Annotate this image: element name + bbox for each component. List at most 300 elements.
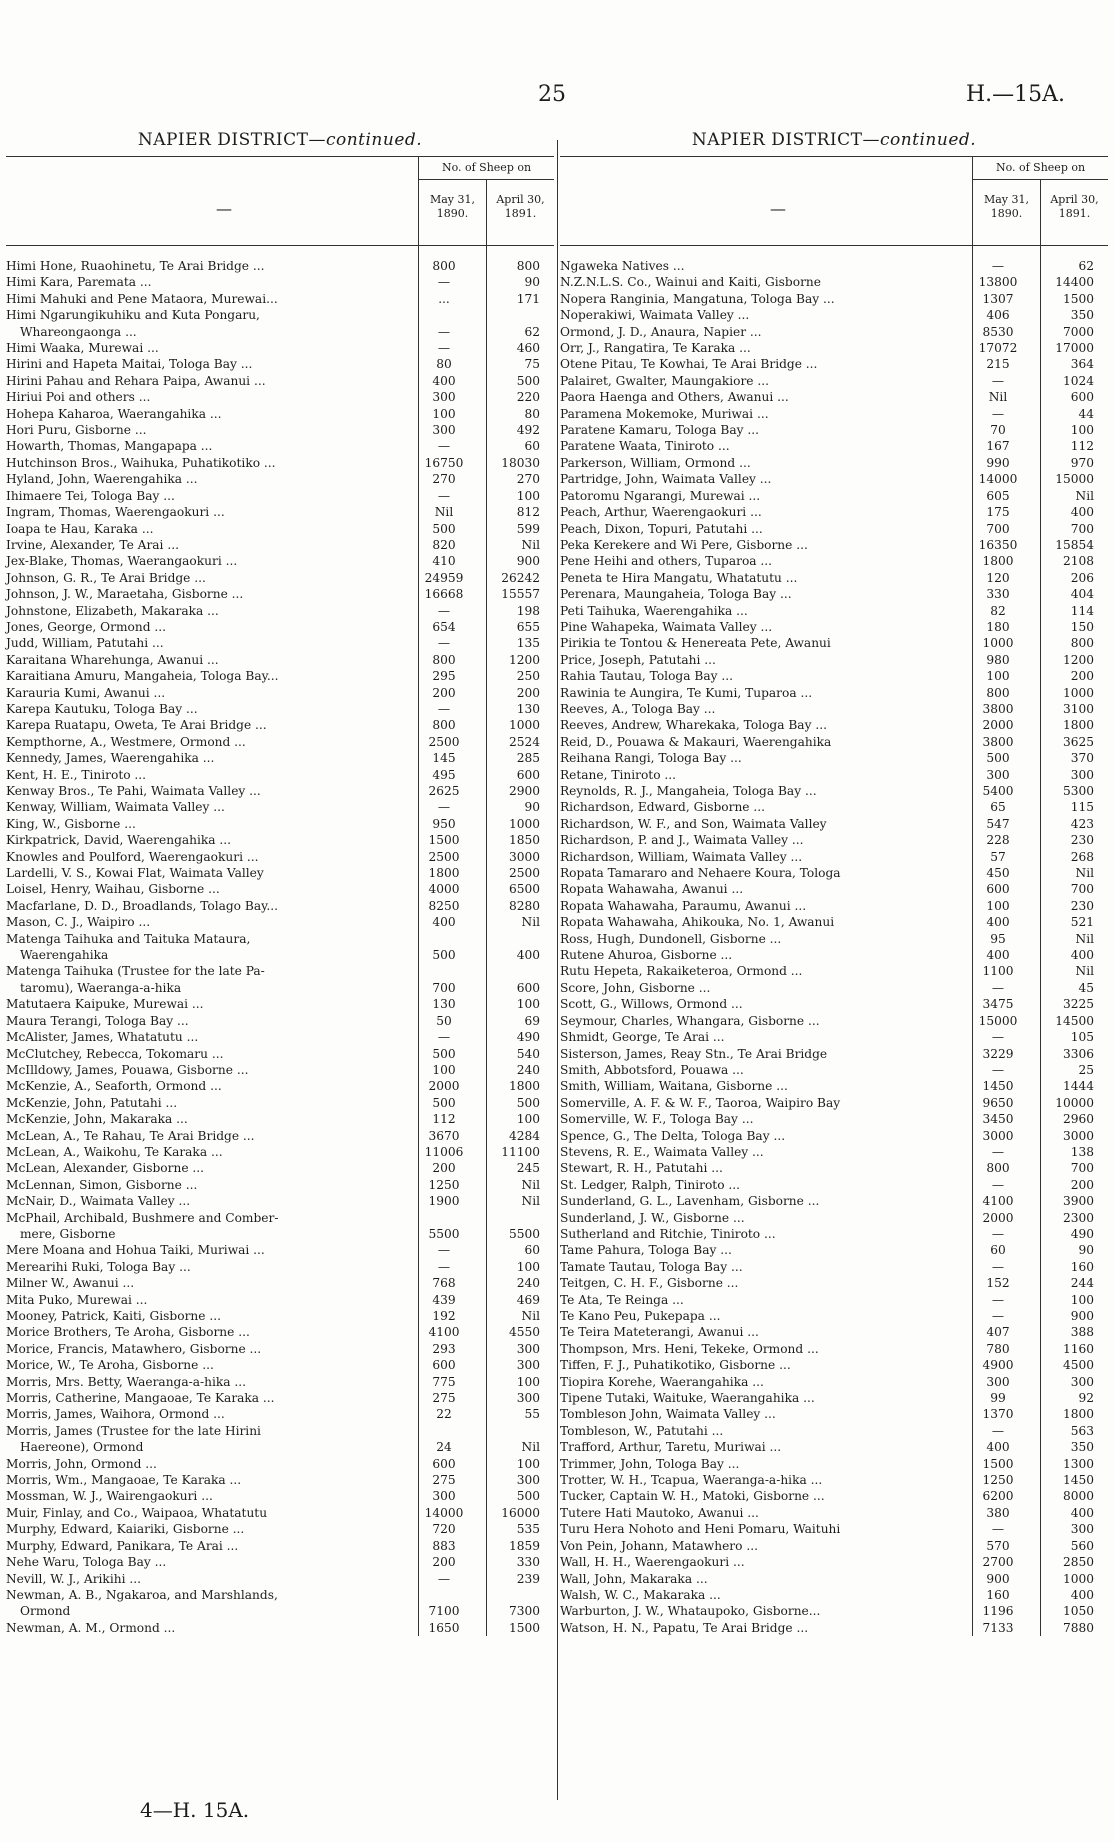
sheep-1890-value: 400 bbox=[432, 915, 456, 930]
table-row bbox=[560, 1587, 1108, 1603]
table-row bbox=[560, 1193, 1108, 1209]
table-row bbox=[560, 570, 1108, 586]
table-row bbox=[6, 504, 554, 520]
table-row bbox=[6, 1046, 554, 1062]
owner-name-line: Mere Moana and Hohua Taiki, Muriwai ... bbox=[6, 1243, 265, 1258]
table-row bbox=[560, 914, 1108, 930]
sheep-1891-value: 600 bbox=[516, 767, 540, 782]
left-table-header bbox=[6, 156, 554, 246]
sheep-1890-value: — bbox=[991, 1423, 1005, 1438]
footer-signature: 4—H. 15A. bbox=[140, 1798, 250, 1822]
owner-name-line: Howarth, Thomas, Mangapapa ... bbox=[6, 439, 213, 454]
owner-name bbox=[6, 914, 410, 930]
owner-name-line: Mason, C. J., Waipiro ... bbox=[6, 915, 151, 930]
owner-name bbox=[6, 1374, 410, 1390]
owner-name bbox=[560, 1275, 964, 1291]
sheep-1891-value: 69 bbox=[524, 1013, 540, 1028]
owner-name-line: Milner W., Awanui ... bbox=[6, 1276, 135, 1291]
sheep-1891-value: 135 bbox=[516, 636, 540, 651]
left-title-suffix: —continued. bbox=[308, 130, 423, 150]
owner-name bbox=[6, 652, 410, 668]
sheep-1891-value: 364 bbox=[1070, 357, 1094, 372]
table-row bbox=[6, 816, 554, 832]
sheep-1890-value: 4000 bbox=[428, 882, 460, 897]
owner-name-line: Smith, William, Waitana, Gisborne ... bbox=[560, 1079, 788, 1094]
owner-name-line: Himi Ngarungikuhiku and Kuta Pongaru, bbox=[6, 308, 260, 323]
table-row bbox=[6, 586, 554, 602]
table-row bbox=[560, 1177, 1108, 1193]
sheep-1890-value: — bbox=[437, 800, 451, 815]
table-row bbox=[6, 422, 554, 438]
table-row bbox=[560, 1095, 1108, 1111]
sheep-1891-value: 92 bbox=[1078, 1391, 1094, 1406]
sheep-1891-value: 15854 bbox=[1055, 537, 1094, 552]
sheep-1891-value: 4284 bbox=[508, 1128, 540, 1143]
owner-name bbox=[560, 1095, 964, 1111]
table-row bbox=[560, 1226, 1108, 1242]
table-row bbox=[560, 816, 1108, 832]
sheep-1891-value: 3000 bbox=[1062, 1128, 1094, 1143]
sheep-1890-value: 100 bbox=[986, 669, 1010, 684]
table-row bbox=[6, 1193, 554, 1209]
owner-name-line: Matutaera Kaipuke, Murewai ... bbox=[6, 997, 204, 1012]
sheep-1890-value: 500 bbox=[986, 751, 1010, 766]
owner-name bbox=[560, 1242, 964, 1258]
sheep-1890-value: — bbox=[991, 1062, 1005, 1077]
sheep-1890-value: 82 bbox=[990, 603, 1006, 618]
table-row bbox=[560, 504, 1108, 520]
owner-name bbox=[560, 1571, 964, 1587]
owner-name-line: Judd, William, Patutahi ... bbox=[6, 636, 164, 651]
owner-name bbox=[560, 1013, 964, 1029]
owner-name-line: Hutchinson Bros., Waihuka, Puhatikotiko ... bbox=[6, 455, 276, 470]
owner-name bbox=[560, 849, 964, 865]
sheep-1890-value: 295 bbox=[432, 669, 456, 684]
owner-name bbox=[6, 389, 410, 405]
sheep-1890-value: 570 bbox=[986, 1538, 1010, 1553]
sheep-1891-value: 1050 bbox=[1062, 1604, 1094, 1619]
owner-name-line: Scott, G., Willows, Ormond ... bbox=[560, 997, 743, 1012]
owner-name bbox=[560, 389, 964, 405]
sheep-1890-value: 130 bbox=[432, 997, 456, 1012]
owner-name bbox=[6, 685, 410, 701]
owner-name-continuation: mere, Gisborne bbox=[20, 1226, 116, 1241]
owner-name-line: Rutene Ahuroa, Gisborne ... bbox=[560, 948, 733, 963]
table-row bbox=[560, 996, 1108, 1012]
sheep-1890-value: 50 bbox=[436, 1013, 452, 1028]
owner-name bbox=[6, 455, 410, 471]
owner-name bbox=[6, 488, 410, 504]
sheep-1890-value: 800 bbox=[986, 685, 1010, 700]
sheep-1891-value: 17000 bbox=[1055, 341, 1094, 356]
owner-name bbox=[6, 471, 410, 487]
sheep-1891-value: 300 bbox=[1070, 1374, 1094, 1389]
owner-name-line: Spence, G., The Delta, Tologa Bay ... bbox=[560, 1128, 786, 1143]
sheep-1891-value: 100 bbox=[516, 488, 540, 503]
table-row bbox=[560, 406, 1108, 422]
sheep-1891-value: 300 bbox=[1070, 1522, 1094, 1537]
owner-name-continuation: Whareongaonga ... bbox=[20, 324, 137, 339]
sheep-1890-value: 100 bbox=[432, 1062, 456, 1077]
owner-name-line: McPhail, Archibald, Bushmere and Comber- bbox=[6, 1210, 279, 1225]
owner-name-line: Maura Terangi, Tologa Bay ... bbox=[6, 1013, 189, 1028]
sheep-1890-value: 400 bbox=[432, 373, 456, 388]
table-row bbox=[560, 488, 1108, 504]
owner-name bbox=[6, 619, 410, 635]
sheep-1891-value: 45 bbox=[1078, 980, 1094, 995]
owner-name bbox=[6, 1193, 410, 1209]
owner-name bbox=[560, 324, 964, 340]
table-row bbox=[560, 586, 1108, 602]
sheep-1890-value: — bbox=[437, 701, 451, 716]
sheep-1891-value: 2900 bbox=[508, 784, 540, 798]
sheep-1891-value: Nil bbox=[521, 1440, 540, 1455]
table-row bbox=[6, 570, 554, 586]
sheep-1891-value: 400 bbox=[1070, 948, 1094, 963]
sheep-1891-value: 3625 bbox=[1062, 734, 1094, 749]
sheep-1891-value: 1000 bbox=[1062, 1571, 1094, 1586]
sheep-1891-value: 239 bbox=[516, 1571, 540, 1586]
owner-name-line: Kenway Bros., Te Pahi, Waimata Valley ... bbox=[6, 784, 261, 798]
sheep-1891-value: 1450 bbox=[1062, 1473, 1094, 1488]
owner-name bbox=[6, 668, 410, 684]
sheep-1891-value: 655 bbox=[516, 619, 540, 634]
sheep-1890-value: 300 bbox=[986, 767, 1010, 782]
owner-name-line: Karepa Ruatapu, Oweta, Te Arai Bridge ... bbox=[6, 718, 267, 733]
table-row bbox=[560, 1128, 1108, 1144]
owner-name bbox=[560, 898, 964, 914]
table-row bbox=[560, 274, 1108, 290]
table-row bbox=[6, 1587, 554, 1620]
sheep-1891-value: 220 bbox=[516, 390, 540, 405]
sheep-1890-value: 900 bbox=[986, 1571, 1010, 1586]
sheep-1890-value: 406 bbox=[986, 308, 1010, 323]
sheep-1890-value: 600 bbox=[986, 882, 1010, 897]
owner-name bbox=[6, 307, 410, 340]
owner-name bbox=[560, 1439, 964, 1455]
owner-name-line: Warburton, J. W., Whataupoko, Gisborne... bbox=[560, 1604, 821, 1619]
owner-name bbox=[6, 340, 410, 356]
owner-name bbox=[560, 1029, 964, 1045]
owner-name-line: Tiffen, F. J., Puhatikotiko, Gisborne ... bbox=[560, 1358, 791, 1373]
sheep-1890-value: 65 bbox=[990, 800, 1006, 815]
owner-name-line: Rutu Hepeta, Rakaiketeroa, Ormond ... bbox=[560, 964, 803, 979]
left-title-text: NAPIER DISTRICT bbox=[137, 130, 309, 150]
owner-name bbox=[6, 734, 410, 750]
sheep-1890-value: 2000 bbox=[982, 718, 1014, 733]
owner-name-line: Ropata Tamararo and Nehaere Koura, Tologa bbox=[560, 866, 841, 881]
owner-name bbox=[560, 1210, 964, 1226]
sheep-1890-value: 600 bbox=[432, 1358, 456, 1373]
table-row bbox=[6, 898, 554, 914]
table-row bbox=[560, 1160, 1108, 1176]
sheep-1891-value: 900 bbox=[1070, 1309, 1094, 1323]
owner-name-line: Ropata Wahawaha, Awanui ... bbox=[560, 882, 744, 897]
sheep-1890-value: 547 bbox=[986, 816, 1010, 831]
owner-name bbox=[560, 619, 964, 635]
sheep-1891-value: 1859 bbox=[508, 1538, 540, 1553]
owner-name-line: Kenway, William, Waimata Valley ... bbox=[6, 800, 225, 815]
sheep-1891-value: 62 bbox=[1078, 259, 1094, 273]
owner-name-line: Morris, James, Waihora, Ormond ... bbox=[6, 1407, 225, 1422]
table-row bbox=[560, 881, 1108, 897]
table-row bbox=[560, 455, 1108, 471]
owner-name-line: Retane, Tiniroto ... bbox=[560, 767, 677, 782]
table-row bbox=[6, 291, 554, 307]
table-row bbox=[560, 438, 1108, 454]
table-row bbox=[6, 521, 554, 537]
table-row bbox=[560, 389, 1108, 405]
sheep-1891-value: Nil bbox=[1075, 488, 1094, 503]
owner-name bbox=[560, 750, 964, 766]
sheep-1890-value: ... bbox=[438, 291, 450, 306]
sheep-1891-value: 250 bbox=[516, 669, 540, 684]
owner-name bbox=[560, 799, 964, 815]
sheep-1891-value: 150 bbox=[1070, 619, 1094, 634]
owner-name-line: Jex-Blake, Thomas, Waerangaokuri ... bbox=[6, 554, 238, 569]
sheep-1891-value: 500 bbox=[516, 1095, 540, 1110]
owner-name bbox=[6, 1620, 410, 1636]
owner-name-line: McLean, A., Te Rahau, Te Arai Bridge ... bbox=[6, 1128, 255, 1143]
table-row bbox=[6, 865, 554, 881]
owner-name-line: Smith, Abbotsford, Pouawa ... bbox=[560, 1062, 744, 1077]
sheep-1890-value: 439 bbox=[432, 1292, 456, 1307]
sheep-1890-value: 13800 bbox=[978, 275, 1018, 290]
table-row bbox=[560, 1456, 1108, 1472]
table-row bbox=[560, 537, 1108, 553]
table-row bbox=[560, 898, 1108, 914]
table-row bbox=[6, 717, 554, 733]
sheep-1890-value: — bbox=[437, 1571, 451, 1586]
owner-name-line: Kent, H. E., Tiniroto ... bbox=[6, 767, 147, 782]
sheep-1890-value: 410 bbox=[432, 554, 456, 569]
sheep-1891-value: 90 bbox=[524, 275, 540, 290]
owner-name-line: Richardson, Edward, Gisborne ... bbox=[560, 800, 766, 815]
owner-name-line: Ihimaere Tei, Tologa Bay ... bbox=[6, 488, 175, 503]
table-row bbox=[560, 1078, 1108, 1094]
owner-name bbox=[560, 1324, 964, 1340]
owner-name bbox=[6, 586, 410, 602]
right-col2-header: April 30, 1891. bbox=[1040, 179, 1108, 245]
owner-name-line: Te Kano Peu, Pukepapa ... bbox=[560, 1309, 721, 1323]
sheep-1890-value: 3229 bbox=[982, 1046, 1014, 1061]
owner-name bbox=[560, 1046, 964, 1062]
sheep-1891-value: 2524 bbox=[508, 734, 540, 749]
sheep-1890-value: 600 bbox=[432, 1456, 456, 1471]
table-row bbox=[6, 931, 554, 964]
owner-name-line: McLean, A., Waikohu, Te Karaka ... bbox=[6, 1144, 223, 1159]
owner-name-line: Peka Kerekere and Wi Pere, Gisborne ... bbox=[560, 537, 808, 552]
owner-name bbox=[6, 799, 410, 815]
sheep-1891-value: 1000 bbox=[508, 718, 540, 733]
owner-name-line: Reeves, Andrew, Wharekaka, Tologa Bay ... bbox=[560, 718, 827, 733]
sheep-1891-value: 700 bbox=[1070, 1161, 1094, 1176]
owner-name bbox=[560, 734, 964, 750]
sheep-1891-value: 300 bbox=[516, 1341, 540, 1356]
table-row bbox=[6, 1242, 554, 1258]
owner-name bbox=[6, 258, 410, 274]
sheep-1890-value: 99 bbox=[990, 1391, 1006, 1406]
sheep-1890-value: — bbox=[991, 1226, 1005, 1241]
owner-name-line: Richardson, P. and J., Waimata Valley ... bbox=[560, 833, 804, 848]
owner-name-line: Peti Taihuka, Waerengahika ... bbox=[560, 603, 748, 618]
owner-name bbox=[6, 438, 410, 454]
left-col2-header: April 30, 1891. bbox=[486, 179, 554, 245]
sheep-1890-value: — bbox=[991, 373, 1005, 388]
table-row bbox=[6, 307, 554, 340]
table-row bbox=[560, 947, 1108, 963]
table-row bbox=[560, 1423, 1108, 1439]
sheep-1891-value: 1444 bbox=[1062, 1079, 1094, 1094]
owner-name-line: Rahia Tautau, Tologa Bay ... bbox=[560, 669, 733, 684]
sheep-1890-value: 400 bbox=[986, 1440, 1010, 1455]
sheep-1891-value: 2500 bbox=[508, 866, 540, 881]
owner-name-line: Richardson, William, Waimata Valley ... bbox=[560, 849, 803, 864]
table-row bbox=[6, 488, 554, 504]
table-row bbox=[560, 1488, 1108, 1504]
sheep-1891-value: 285 bbox=[516, 751, 540, 766]
sheep-1890-value: 2500 bbox=[428, 849, 460, 864]
sheep-1891-value: 400 bbox=[516, 948, 540, 963]
owner-name-line: Karepa Kautuku, Tologa Bay ... bbox=[6, 701, 198, 716]
owner-name-line: Seymour, Charles, Whangara, Gisborne ... bbox=[560, 1013, 820, 1028]
owner-name-line: McKenzie, John, Patutahi ... bbox=[6, 1095, 178, 1110]
owner-name-line: Johnson, G. R., Te Arai Bridge ... bbox=[6, 570, 206, 585]
sheep-1890-value: — bbox=[991, 1259, 1005, 1274]
owner-name-line: Karaitana Wharehunga, Awanui ... bbox=[6, 652, 219, 667]
sheep-1891-value: 62 bbox=[524, 324, 540, 339]
owner-name bbox=[6, 1341, 410, 1357]
sheep-1891-value: 80 bbox=[524, 406, 540, 421]
sheep-1890-value: 300 bbox=[432, 1489, 456, 1504]
owner-name bbox=[560, 307, 964, 323]
sheep-1890-value: 14000 bbox=[978, 472, 1018, 487]
table-row bbox=[560, 1324, 1108, 1340]
sheep-1891-value: 600 bbox=[1070, 390, 1094, 405]
table-row bbox=[6, 373, 554, 389]
sheep-1890-value: 1250 bbox=[428, 1177, 460, 1192]
sheep-1890-value: 11006 bbox=[424, 1144, 464, 1159]
sheep-1891-value: 200 bbox=[516, 685, 540, 700]
owner-name bbox=[6, 963, 410, 996]
sheep-1890-value: — bbox=[437, 1243, 451, 1258]
sheep-1890-value: 780 bbox=[986, 1341, 1010, 1356]
sheep-1890-value: 800 bbox=[432, 718, 456, 733]
owner-name bbox=[6, 521, 410, 537]
sheep-1891-value: 100 bbox=[1070, 1292, 1094, 1307]
document-code: H.—15A. bbox=[966, 82, 1066, 107]
owner-name-line: Price, Joseph, Patutahi ... bbox=[560, 652, 716, 667]
sheep-1890-value: — bbox=[991, 1309, 1005, 1323]
table-row bbox=[6, 1308, 554, 1324]
owner-name bbox=[6, 291, 410, 307]
sheep-1890-value: 300 bbox=[986, 1374, 1010, 1389]
right-table-body bbox=[560, 246, 1108, 1636]
owner-name bbox=[6, 1308, 410, 1324]
table-row bbox=[6, 1144, 554, 1160]
right-title-text: NAPIER DISTRICT bbox=[691, 130, 863, 150]
owner-name bbox=[560, 1505, 964, 1521]
sheep-1890-value: 180 bbox=[986, 619, 1010, 634]
sheep-1890-value: 14000 bbox=[424, 1505, 464, 1520]
owner-name-line: Peneta te Hira Mangatu, Whatatutu ... bbox=[560, 570, 798, 585]
sheep-1890-value: 1800 bbox=[428, 866, 460, 881]
sheep-1890-value: 60 bbox=[990, 1243, 1006, 1258]
table-row bbox=[6, 1095, 554, 1111]
sheep-1890-value: 16750 bbox=[424, 455, 464, 470]
sheep-1891-value: 7000 bbox=[1062, 324, 1094, 339]
owner-name-line: Peach, Arthur, Waerengaokuri ... bbox=[560, 505, 762, 520]
sheep-1891-value: 100 bbox=[1070, 423, 1094, 438]
table-row bbox=[560, 1062, 1108, 1078]
table-row bbox=[560, 1620, 1108, 1636]
sheep-1890-value: 6200 bbox=[982, 1489, 1014, 1504]
owner-name bbox=[560, 1488, 964, 1504]
sheep-1890-value: 4100 bbox=[982, 1194, 1014, 1209]
sheep-1891-value: 55 bbox=[524, 1407, 540, 1422]
page-number: 25 bbox=[538, 82, 566, 107]
owner-name-line: Sunderland, G. L., Lavenham, Gisborne ... bbox=[560, 1194, 820, 1209]
right-title-suffix: —continued. bbox=[862, 130, 977, 150]
owner-name-line: Shmidt, George, Te Arai ... bbox=[560, 1030, 725, 1045]
sheep-1890-value: 3000 bbox=[982, 1128, 1014, 1143]
sheep-1891-value: 90 bbox=[1078, 1243, 1094, 1258]
table-row bbox=[6, 1128, 554, 1144]
owner-name-line: McKenzie, A., Seaforth, Ormond ... bbox=[6, 1079, 222, 1094]
sheep-1891-value: Nil bbox=[1075, 866, 1094, 881]
owner-name-line: Parkerson, William, Ormond ... bbox=[560, 455, 751, 470]
sheep-1890-value: 8530 bbox=[982, 324, 1014, 339]
owner-name-line: Reid, D., Pouawa & Makauri, Waerengahika bbox=[560, 734, 832, 749]
sheep-1890-value: 400 bbox=[986, 948, 1010, 963]
sheep-1891-value: Nil bbox=[521, 1194, 540, 1209]
sheep-1890-value: 1196 bbox=[982, 1604, 1014, 1619]
sheep-1891-value: 1300 bbox=[1062, 1456, 1094, 1471]
sheep-1890-value: 215 bbox=[986, 357, 1010, 372]
sheep-1890-value: 407 bbox=[986, 1325, 1010, 1340]
owner-name-line: Te Teira Mateterangi, Awanui ... bbox=[560, 1325, 759, 1340]
sheep-1891-value: 1024 bbox=[1062, 373, 1094, 388]
sheep-1891-value: 3100 bbox=[1062, 701, 1094, 716]
owner-name bbox=[560, 1521, 964, 1537]
owner-name bbox=[560, 881, 964, 897]
sheep-1891-value: 370 bbox=[1070, 751, 1094, 766]
sheep-1891-value: 1000 bbox=[1062, 685, 1094, 700]
owner-name bbox=[560, 438, 964, 454]
owner-name bbox=[560, 1292, 964, 1308]
owner-name-line: Teitgen, C. H. F., Gisborne ... bbox=[560, 1276, 739, 1291]
sheep-1890-value: Nil bbox=[434, 505, 454, 520]
table-row bbox=[6, 356, 554, 372]
table-row bbox=[6, 1571, 554, 1587]
owner-name bbox=[6, 898, 410, 914]
owner-name bbox=[6, 1275, 410, 1291]
owner-name bbox=[560, 635, 964, 651]
table-row bbox=[560, 1259, 1108, 1275]
sheep-1890-value: 1450 bbox=[982, 1079, 1014, 1094]
sheep-1890-value: 1000 bbox=[982, 636, 1014, 651]
sheep-1891-value: 400 bbox=[1070, 1505, 1094, 1520]
table-row bbox=[6, 537, 554, 553]
owner-name-line: Paramena Mokemoke, Muriwai ... bbox=[560, 406, 769, 421]
owner-name bbox=[560, 1554, 964, 1570]
owner-name bbox=[560, 1078, 964, 1094]
owner-name-continuation: Waerengahika bbox=[20, 948, 109, 963]
sheep-1891-value: 1200 bbox=[1062, 652, 1094, 667]
table-row bbox=[560, 1210, 1108, 1226]
owner-name-line: Irvine, Alexander, Te Arai ... bbox=[6, 537, 179, 552]
owner-name bbox=[6, 701, 410, 717]
